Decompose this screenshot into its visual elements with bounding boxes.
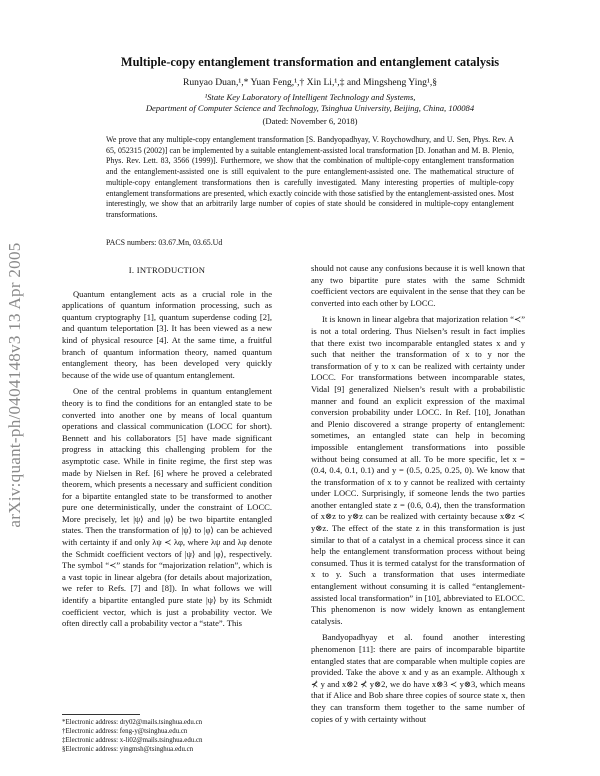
- affiliation: [60, 92, 560, 114]
- pacs-numbers: PACS numbers: 03.67.Mn, 03.65.Ud: [106, 238, 223, 247]
- paper-title: Multiple-copy entanglement transformation and entanglement catalysis: [120, 55, 500, 69]
- footnote: *Electronic address: dry02@mails.tsinghua.edu.cn: [62, 719, 203, 726]
- footnote: †Electronic address: feng-y@tsinghua.edu.cn: [62, 727, 188, 735]
- left-column: [62, 263, 272, 630]
- author-list: Runyao Duan,¹,* Yuan Feng,¹,† Xin Li,¹,‡ and Mingsheng Ying¹,§: [182, 77, 438, 88]
- affiliation-line-2: Department of Computer Science and Technology, Tsinghua University, Beijing, China, 100084: [145, 103, 475, 113]
- paragraph: Quantum entanglement acts as a crucial role in the applications of quantum information processing, such as quantum cryptography [1], quantum superdense coding [2], and quantum teleportation [3]. It has been viewed as a new kind of physical resource [4]. At the same time, a fruitful branch of quantum information theory, named quantum entanglement theory, has been developed very quickly because of the wide use of quantum entanglement.: [62, 288, 272, 380]
- footnotes: [62, 719, 282, 755]
- section-heading: I. INTRODUCTION: [128, 265, 206, 275]
- abstract: We prove that any multiple-copy entanglement transformation [S. Bandyopadhyay, V. Roychowdhury, and U. Sen, Phys. Rev. A 65, 052315 (2002)] can be implemented by a suitable entanglement-assisted local transformation [D. Jonathan and M. B. Plenio, Phys. Rev. Lett. 83, 3566 (1999)]. Furthermore, we show that the combination of multiple-copy entanglement transformation and the entanglement-assisted one is still equivalent to the pure entanglement-assisted one. The mathematical structure of multiple-copy entanglement transformations then is carefully investigated. Many interesting properties of multiple-copy entanglement transformations are presented, which exactly coincide with those satisfied by the entanglement-assisted ones. Most interestingly, we show that an arbitrarily large number of copies of state should be considered in multiple-copy entanglement transformations.: [106, 135, 514, 219]
- arxiv-id-text: arXiv:quant-ph/0404148v3 13 Apr 2005: [5, 242, 24, 528]
- right-column: [311, 263, 525, 725]
- paragraph: Bandyopadhyay et al. found another interesting phenomenon [11]: there are pairs of incomparable bipartite entangled states that are comparable when multiple copies are provided. Take the above x and y as an example. Although x ⊀ y and x⊗2 ⊀ y⊗2, we do have x⊗3 ≺ y⊗3, which means that if Alice and Bob share three copies of source state x, then they can transform them together to the same number of copies of y with certainty without: [311, 632, 525, 724]
- affiliation-line-1: ¹State Key Laboratory of Intelligent Technology and Systems,: [204, 92, 416, 102]
- paragraph: should not cause any confusions because it is well known that any two bipartite pure states with the same Schmidt coefficient vectors are equivalent in the sense that they can be converted into each other by LOCC.: [311, 263, 525, 308]
- paragraph: It is known in linear algebra that majorization relation “≺” is not a total ordering. Thus Nielsen’s result in fact implies that there exist two incomparable entangled states x and y such that neither the transformation of x to y nor the transformation of y to x can be realized with certainty under LOCC. For transformations between incomparable states, Vidal [9] generalized Nielsen’s result with a probabilistic manner and found an explicit expression of the maximal conversion probability under LOCC. In Ref. [10], Jonathan and Plenio discovered a strange property of entanglement: sometimes, an entangled state can help in becoming impossible entanglement transformations into possible without being consumed at all. To be more specific, let x = (0.4, 0.4, 0.1, 0.1) and y = (0.5, 0.25, 0.25, 0). We know that the transformation of x to y cannot be realized with certainty under LOCC. Surprisingly, if someone lends the two parties another entangled state z = (0.6, 0.4), then the transformation of x⊗z to y⊗z can be realized with certainty because x⊗z ≺ y⊗z. The effect of the state z in this transformation is just similar to that of a catalyst in a chemical process since it can help the entanglement transformation process without being consumed. Thus it is termed catalyst for the transformation of x to y. Such a transformation that uses intermediate entanglement without consuming it is called “entanglement-assisted local transformation” in [10], abbreviated to ELOCC. This phenomenon is now widely known as entanglement catalysis.: [311, 314, 525, 626]
- footnote: ‡Electronic address: x-li02@mails.tsinghua.edu.cn: [62, 736, 203, 744]
- paragraph: One of the central problems in quantum entanglement theory is to find the conditions for an entangled state to be converted into another one by means of local quantum operations and classical communication (LOCC for short). Bennett and his collaborators [5] have made significant progress in attacking this challenging problem for the asymptotic case. While in finite regime, the first step was made by Nielsen in Ref. [6] where he proved a celebrated theorem, which presents a necessary and sufficient condition for a bipartite entangled state to be transformed to another pure one deterministically, under the constraint of LOCC. More precisely, let |ψ⟩ and |φ⟩ be two bipartite entangled states. Then the transformation of |ψ⟩ to |φ⟩ can be achieved with certainty if and only λψ ≺ λφ, where λψ and λφ denote the Schmidt coefficient vectors of |ψ⟩ and |φ⟩, respectively. The symbol “≺” stands for “majorization relation”, which is a vast topic in linear algebra (for details about majorization, we refer to Refs. [7] and [8]). In what follows we will identify a bipartite entangled pure state |ψ⟩ by its Schmidt coefficient vector, which is just a probability vector. We often directly call a probability vector a “state”. This: [62, 386, 272, 629]
- footnote-divider: [62, 714, 140, 715]
- dated-line: (Dated: November 6, 2018): [262, 116, 358, 126]
- footnote: §Electronic address: yingmsh@tsinghua.edu.cn: [62, 745, 194, 753]
- arxiv-identifier-stamp: [0, 175, 30, 595]
